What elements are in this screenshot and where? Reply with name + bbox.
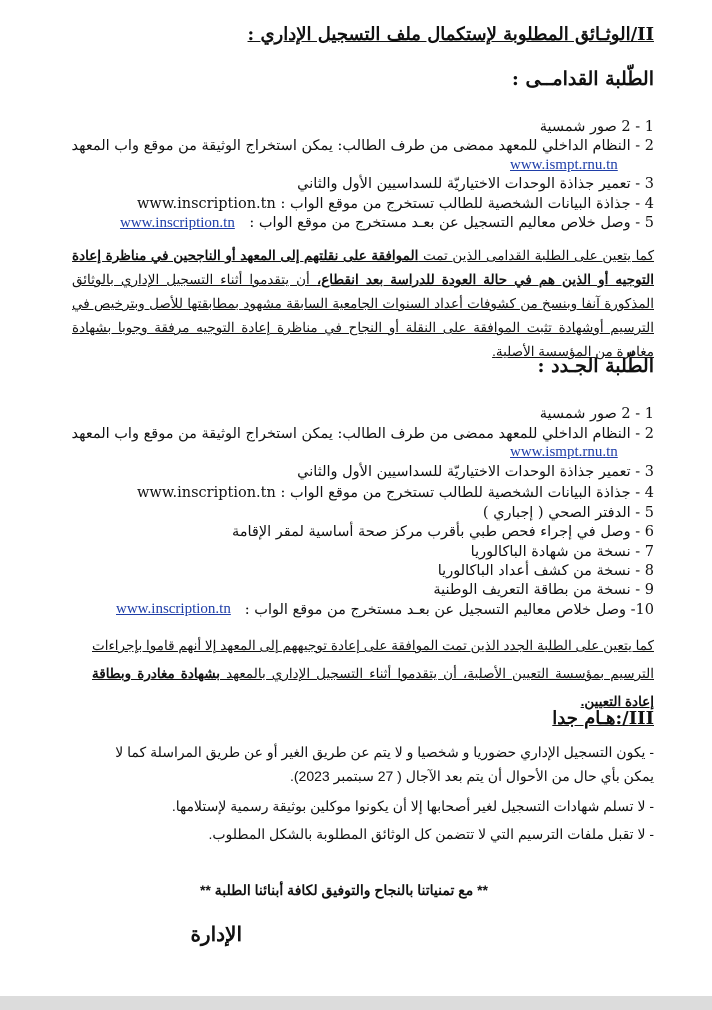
section-ii-number: II/ [630,24,654,45]
new-item-3: 3 - تعمير جذاذة الوحدات الاختياريّة للسداسيين الأول والثاني [297,464,654,480]
section-ii-title: الوثـائق المطلوبة لإستكمال ملف التسجيل الإداري : [247,24,631,45]
inscription-link-new[interactable]: www.inscription.tn [116,601,231,617]
new-students-heading: الطّلبة الجـدد : [537,355,654,377]
old-item-4: 4 - جذاذة البيانات الشخصية للطالب تستخرج من موقع الواب : www.inscription.tn [137,196,654,212]
section-iii-title: :هـام جدا [552,708,623,729]
old-item-5: 5 - وصل خلاص معاليم التسجيل عن بعـد مستخرج من موقع الواب : [249,215,654,231]
section-iii-heading [552,708,654,729]
new-item-1: 1 - 2 صور شمسية [539,406,654,422]
old-item-1: 1 - 2 صور شمسية [539,119,654,135]
old-item-2: 2 - النظام الداخلي للمعهد ممضى من طرف الطالب: يمكن استخراج الوثيقة من موقع واب المعهد [71,138,654,154]
note-1: - يكون التسجيل الإداري حضوريا و شخصيا و لا يتم عن طريق الغير أو عن طريق المراسلة كما لا يمكن بأي حال من الأحوال أن يتم بعد الآجال ( 27 سبتمبر 2023). [115,744,654,784]
new-item-5: 5 - الدفتر الصحي ( إجباري ) [482,505,654,521]
new-item-4: 4 - جذاذة البيانات الشخصية للطالب تستخرج من موقع الواب : www.inscription.tn [137,485,654,501]
new-item-9: 9 - نسخة من بطاقة التعريف الوطنية [433,582,654,598]
old-students-paragraph: كما يتعين على الطلبة القدامى الذين تمت الموافقة على نقلتهم إلى المعهد أو الناجحين في مناظرة إعادة التوجيه أو الذين هم في حالة العودة للدراسة بعد انقطاع، أن يتقدموا أثناء التسجيل الإداري بالوثائق المذكورة آنفا وبنسخ من كشوفات أعداد السنوات الجامعية السابقة مشهود بمطابقتها للأصل وبترخيص في الترسيم أوشهادة تثبت الموافقة على النقلة أو النجاح في مناظرة إعادة التوجيه مرفقة وجوبا بشهادة مغادرة من المؤسسة الأصلية. [72,248,655,359]
closing-wish: ** مع تمنياتنا بالنجاح والتوفيق لكافة أبنائنا الطلبة ** [199,882,488,898]
inscription-link-old[interactable]: www.inscription.tn [120,215,235,231]
new-item-2: 2 - النظام الداخلي للمعهد ممضى من طرف الطالب: يمكن استخراج الوثيقة من موقع واب المعهد [71,426,654,442]
administration-signature: الإدارة [190,922,242,946]
ismpt-link-old[interactable]: www.ismpt.rnu.tn [510,157,618,173]
note-2: - لا تسلم شهادات التسجيل لغير أصحابها إلا أن يكونوا موكلين بوثيقة رسمية لإستلامها. [171,798,654,814]
old-students-heading: الطّلبة القدامــى : [511,68,654,90]
new-item-8: 8 - نسخة من كشف أعداد الباكالوريا [437,563,654,579]
new-item-7: 7 - نسخة من شهادة الباكالوريا [470,544,654,560]
new-students-paragraph: كما يتعين على الطلبة الجدد الذين تمت الموافقة على إعادة توجيههم إلى المعهد إلا أنهم قاموا بإجراءات الترسيم بمؤسسة التعيين الأصلية، أن يتقدموا أثناء التسجيل الإداري بالمعهد بشهادة مغادرة وبطاقة إعادة التعيين. [92,638,654,709]
new-item-10: 10- وصل خلاص معاليم التسجيل عن بعـد مستخرج من موقع الواب : [244,602,654,618]
old-item-3: 3 - تعمير جذاذة الوحدات الاختياريّة للسداسيين الأول والثاني [297,176,654,192]
ismpt-link-new[interactable]: www.ismpt.rnu.tn [510,444,618,460]
section-ii-heading [248,24,654,45]
bottom-edge [0,996,712,1010]
new-item-6: 6 - وصل في إجراء فحص طبي بأقرب مركز صحة أساسية لمقر الإقامة [231,524,654,540]
note-3: - لا تقبل ملفات الترسيم التي لا تتضمن كل الوثائق المطلوبة بالشكل المطلوب. [208,826,654,842]
section-iii-number: III/ [622,708,654,729]
